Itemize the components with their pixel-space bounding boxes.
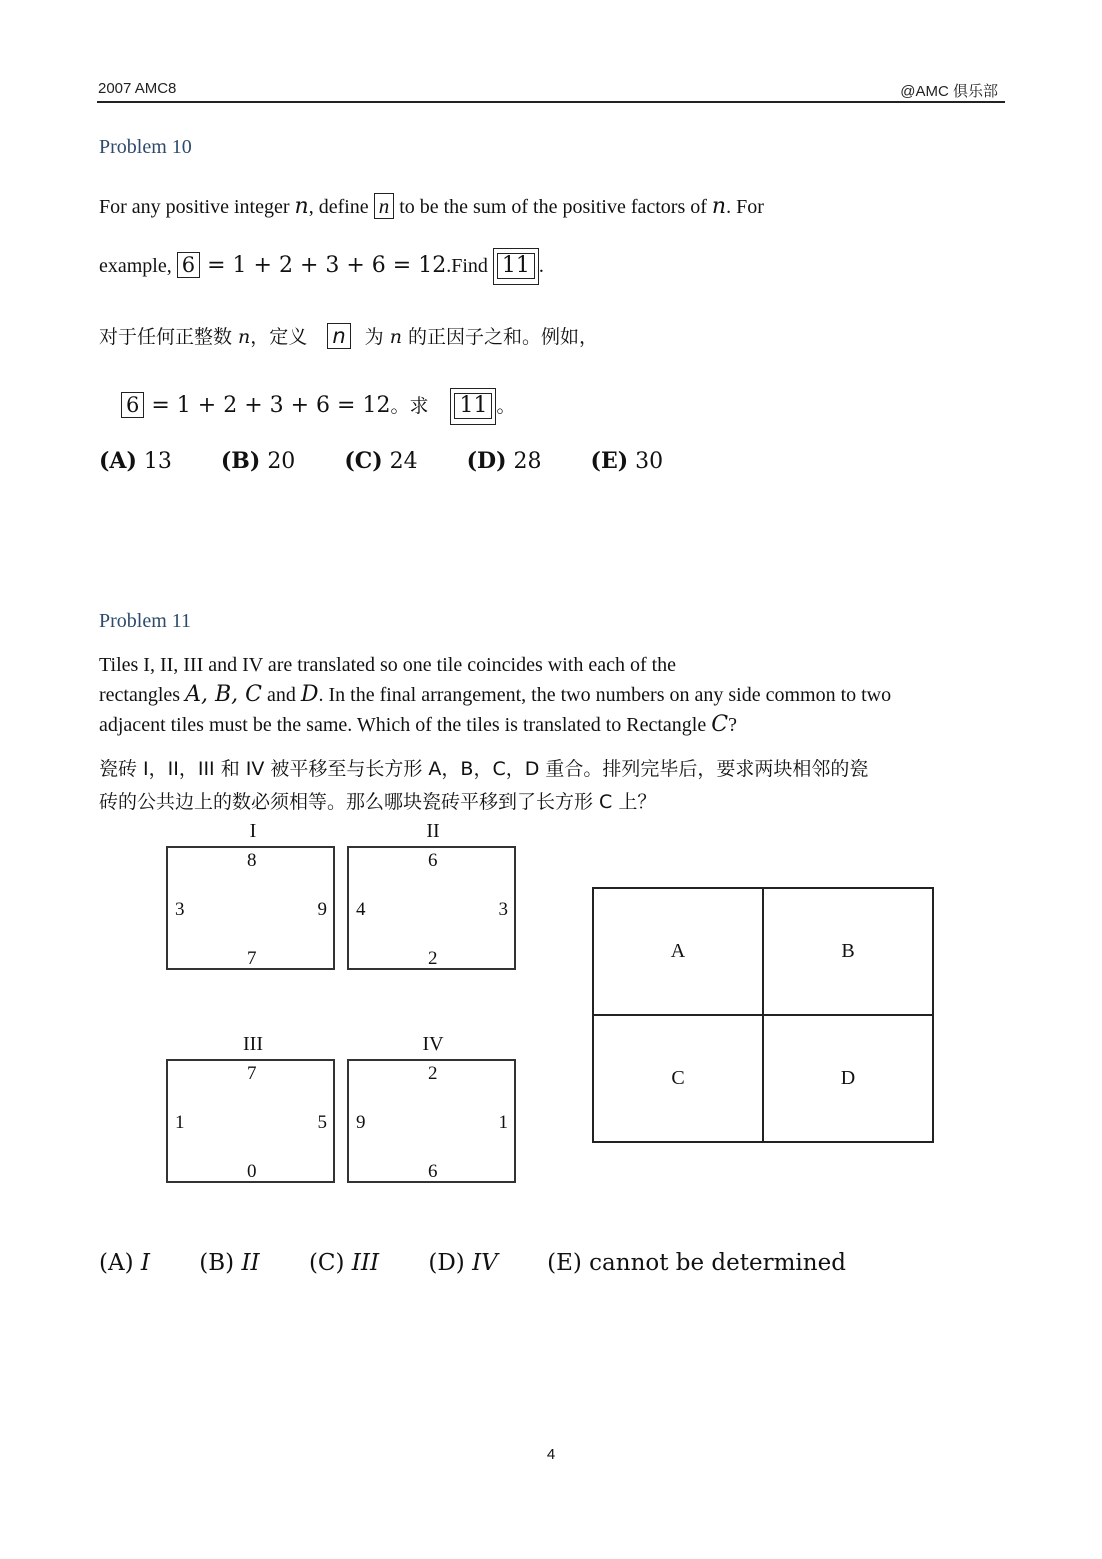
p11-var: D	[300, 682, 319, 707]
box-n: n	[327, 323, 350, 349]
choice-b[interactable]: (B) II	[199, 1250, 260, 1276]
p10-text: . For	[726, 196, 764, 218]
p11-var: C	[711, 712, 729, 737]
rectangle-a: A	[592, 887, 764, 1016]
problem-10-zh-line1	[99, 323, 1004, 352]
problem-11-choices	[99, 1250, 888, 1276]
double-box-eleven	[450, 388, 496, 425]
tile-right-number: 3	[498, 899, 508, 920]
p10-text: For any positive integer	[99, 196, 295, 218]
tile-label-iv: IV	[422, 1033, 444, 1055]
tile-iii	[166, 1059, 335, 1183]
header-left: 2007 AMC8	[98, 80, 177, 97]
tile-right-number: 1	[498, 1112, 508, 1133]
problem-10-choices	[99, 448, 705, 474]
tile-label-ii: II	[426, 820, 440, 842]
problem-11-zh	[99, 753, 1004, 819]
tile-label-i: I	[249, 820, 257, 842]
tile-left-number: 4	[356, 899, 366, 920]
choice-a[interactable]: (A) I	[99, 1250, 150, 1276]
p11-zh-line2: 砖的公共边上的数必须相等。那么哪块瓷砖平移到了长方形 C 上？	[99, 791, 657, 813]
problem-10-zh-line2	[121, 388, 1026, 425]
tile-iv	[347, 1059, 516, 1183]
zh-end: 。	[496, 395, 516, 417]
choice-d[interactable]: (D) IV	[428, 1250, 498, 1276]
choice-b[interactable]: (B) 20	[220, 448, 296, 474]
p10-text: example,	[99, 255, 177, 277]
header-rule	[97, 101, 1005, 103]
p11-en-line1: Tiles I, II, III and IV are translated so one tile coincides with each of the	[99, 654, 677, 676]
box-six: 6	[121, 392, 144, 418]
var-n: n	[389, 326, 402, 348]
equation: = 1 + 2 + 3 + 6 = 12	[200, 253, 447, 278]
rectangle-c: C	[592, 1014, 764, 1143]
tile-right-number: 9	[317, 899, 327, 920]
rectangle-b: B	[762, 887, 934, 1016]
problem-11-en	[99, 651, 1004, 740]
choice-e[interactable]: (E) 30	[590, 448, 664, 474]
tile-top-number: 6	[428, 850, 438, 871]
p10-text: , define	[308, 196, 374, 218]
tile-bottom-number: 2	[428, 948, 438, 969]
choice-d[interactable]: (D) 28	[466, 448, 542, 474]
problem-10-en-line2	[99, 248, 1004, 285]
choice-e[interactable]: (E) cannot be determined	[547, 1250, 846, 1276]
tile-bottom-number: 0	[247, 1161, 257, 1182]
p11-en-line3	[99, 710, 1004, 740]
p11-en-line2	[99, 680, 1004, 710]
eleven: 11	[454, 393, 492, 419]
box-six: 6	[177, 252, 200, 278]
tile-label-iii: III	[243, 1033, 263, 1055]
rectangle-d: D	[762, 1014, 934, 1143]
tile-left-number: 1	[175, 1112, 185, 1133]
tile-bottom-number: 7	[247, 948, 257, 969]
tile-i	[166, 846, 335, 970]
problem-10-title: Problem 10	[99, 136, 192, 158]
zh-find: 。求	[390, 395, 429, 417]
problem-10-en-line1	[99, 192, 1004, 222]
eleven: 11	[497, 253, 535, 279]
choice-c[interactable]: (C) 24	[344, 448, 418, 474]
double-box-eleven	[493, 248, 539, 285]
box-n: n	[374, 193, 395, 219]
zh-text: 为	[364, 326, 390, 348]
p11-text: . In the final arrangement, the two numbers on any side common to two	[318, 684, 892, 706]
find-text: .Find	[446, 255, 493, 277]
page-number: 4	[546, 1446, 556, 1463]
var-n: n	[294, 194, 309, 219]
tile-ii	[347, 846, 516, 970]
problem-11-title: Problem 11	[99, 610, 192, 632]
p11-var: A, B, C	[185, 682, 262, 707]
p11-zh-line1: 瓷砖 I，II，III 和 IV 被平移至与长方形 A，B，C，D 重合。排列完毕后，要求两块相邻的瓷	[99, 758, 869, 780]
choice-c[interactable]: (C) III	[308, 1250, 380, 1276]
tile-top-number: 2	[428, 1063, 438, 1084]
zh-text: 的正因子之和。例如，	[401, 326, 599, 348]
zh-text: ，定义	[250, 326, 308, 348]
header-right: @AMC 俱乐部	[900, 83, 998, 100]
equation: = 1 + 2 + 3 + 6 = 12	[144, 393, 391, 418]
p11-text: ?	[728, 714, 737, 736]
tile-left-number: 3	[175, 899, 185, 920]
period: .	[538, 255, 544, 277]
tile-top-number: 8	[247, 850, 257, 871]
tile-bottom-number: 6	[428, 1161, 438, 1182]
p11-text: adjacent tiles must be the same. Which of the tiles is translated to Rectangle	[99, 714, 712, 736]
p11-text: rectangles	[99, 684, 186, 706]
p10-text: to be the sum of the positive factors of	[394, 196, 712, 218]
var-n: n	[238, 326, 251, 348]
choice-a[interactable]: (A) 13	[99, 448, 172, 474]
tile-right-number: 5	[317, 1112, 327, 1133]
p11-text: and	[261, 684, 301, 706]
var-n: n	[711, 194, 727, 219]
tile-top-number: 7	[247, 1063, 257, 1084]
tile-left-number: 9	[356, 1112, 366, 1133]
zh-text: 对于任何正整数	[99, 326, 239, 348]
